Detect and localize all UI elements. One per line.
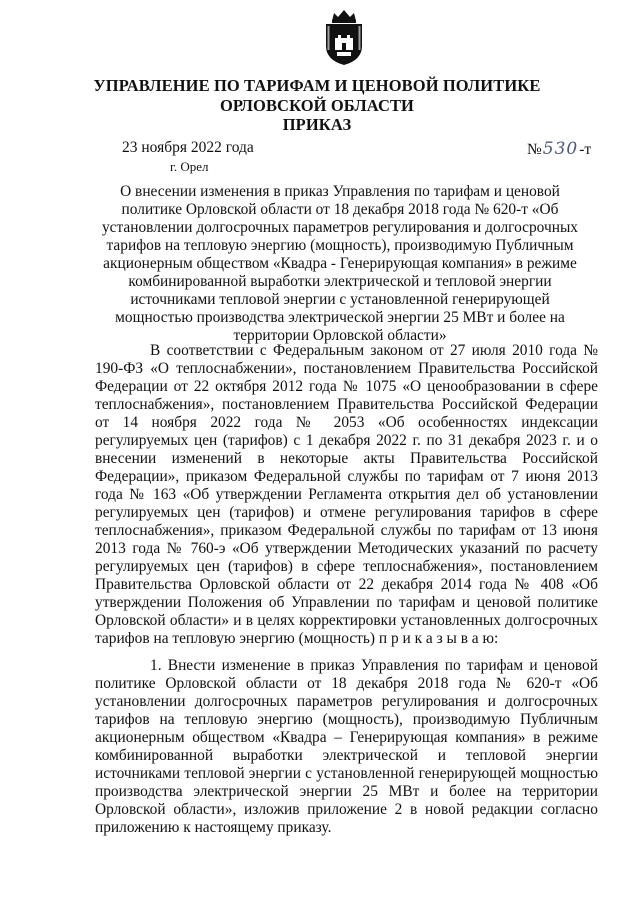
issuing-authority-header	[0, 76, 634, 135]
handwritten-number: 530	[542, 139, 579, 159]
authority-name-line1: УПРАВЛЕНИЕ ПО ТАРИФАМ И ЦЕНОВОЙ ПОЛИТИКЕ	[93, 76, 541, 95]
authority-name-line2: ОРЛОВСКОЙ ОБЛАСТИ	[219, 95, 414, 115]
number-sign: №	[527, 141, 542, 158]
number-suffix: -т	[579, 141, 592, 158]
order-item-1: 1. Внести изменение в приказ Управления по тарифам и ценовой политике Орловской области от 18 декабря 2018 года № 620-т «Об установлении долгосрочных параметров регулирования и долгосрочных тарифов на тепловую энергию (мощность), производимую Публичным акционерным обществом «Квадра – Генерирующая компания» в режиме комбинированной выработки электрической и тепловой энергии источниками тепловой энергии с установленной генерирующей мощностью производства электрической энергии 25 МВт и более на территории Орловской области», изложив приложение 2 в новой редакции согласно приложению к настоящему приказу.	[95, 657, 598, 836]
order-date: 23 ноября 2022 года	[122, 139, 254, 156]
preamble-paragraph: В соответствии с Федеральным законом от 27 июля 2010 года № 190-ФЗ «О теплоснабжении», постановлением Правительства Российской Федерации от 22 октября 2012 года № 1075 «О ценообразовании в сфере теплоснабжения», постановлением Правительства Российской Федерации от 14 ноября 2022 года № 2053 «Об особенностях индексации регулируемых цен (тарифов) с 1 декабря 2022 г. по 31 декабря 2023 г. и о внесении изменений в некоторые акты Правительства Российской Федерации», приказом Федеральной службы по тарифам от 7 июня 2013 года № 163 «Об утверждении Регламента открытия дел об установлении регулируемых цен (тарифов) и отмене регулирования тарифов в сфере теплоснабжения», приказом Федеральной службы по тарифам от 13 июня 2013 года № 760-э «Об утверждении Методических указаний по расчету регулируемых цен (тарифов) в сфере теплоснабжения», постановлением Правительства Орловской области от 22 декабря 2014 года № 408 «Об утверждении Положения об Управлении по тарифам и ценовой политике Орловской области» и в целях корректировки установленных долгосрочных тарифов на тепловую энергию (мощность) п р и к а з ы в а ю:	[95, 342, 598, 647]
order-city: г. Орел	[170, 159, 209, 174]
coat-of-arms-icon	[322, 8, 366, 66]
order-number	[527, 139, 591, 159]
document-title: О внесении изменения в приказ Управления по тарифам и ценовой политике Орловской области от 18 декабря 2018 года № 620-т «Об установлении долгосрочных параметров регулирования и долгосрочных тарифов на тепловую энергию (мощность), производимую Публичным акционерным обществом «Квадра - Генерирующая компания» в режиме комбинированной выработки электрической и тепловой энергии источниками тепловой энергии с установленной генерирующей мощностью производства электрической энергии 25 МВт и более на территории Орловской области»	[101, 183, 578, 344]
document-type: ПРИКАЗ	[282, 115, 352, 134]
